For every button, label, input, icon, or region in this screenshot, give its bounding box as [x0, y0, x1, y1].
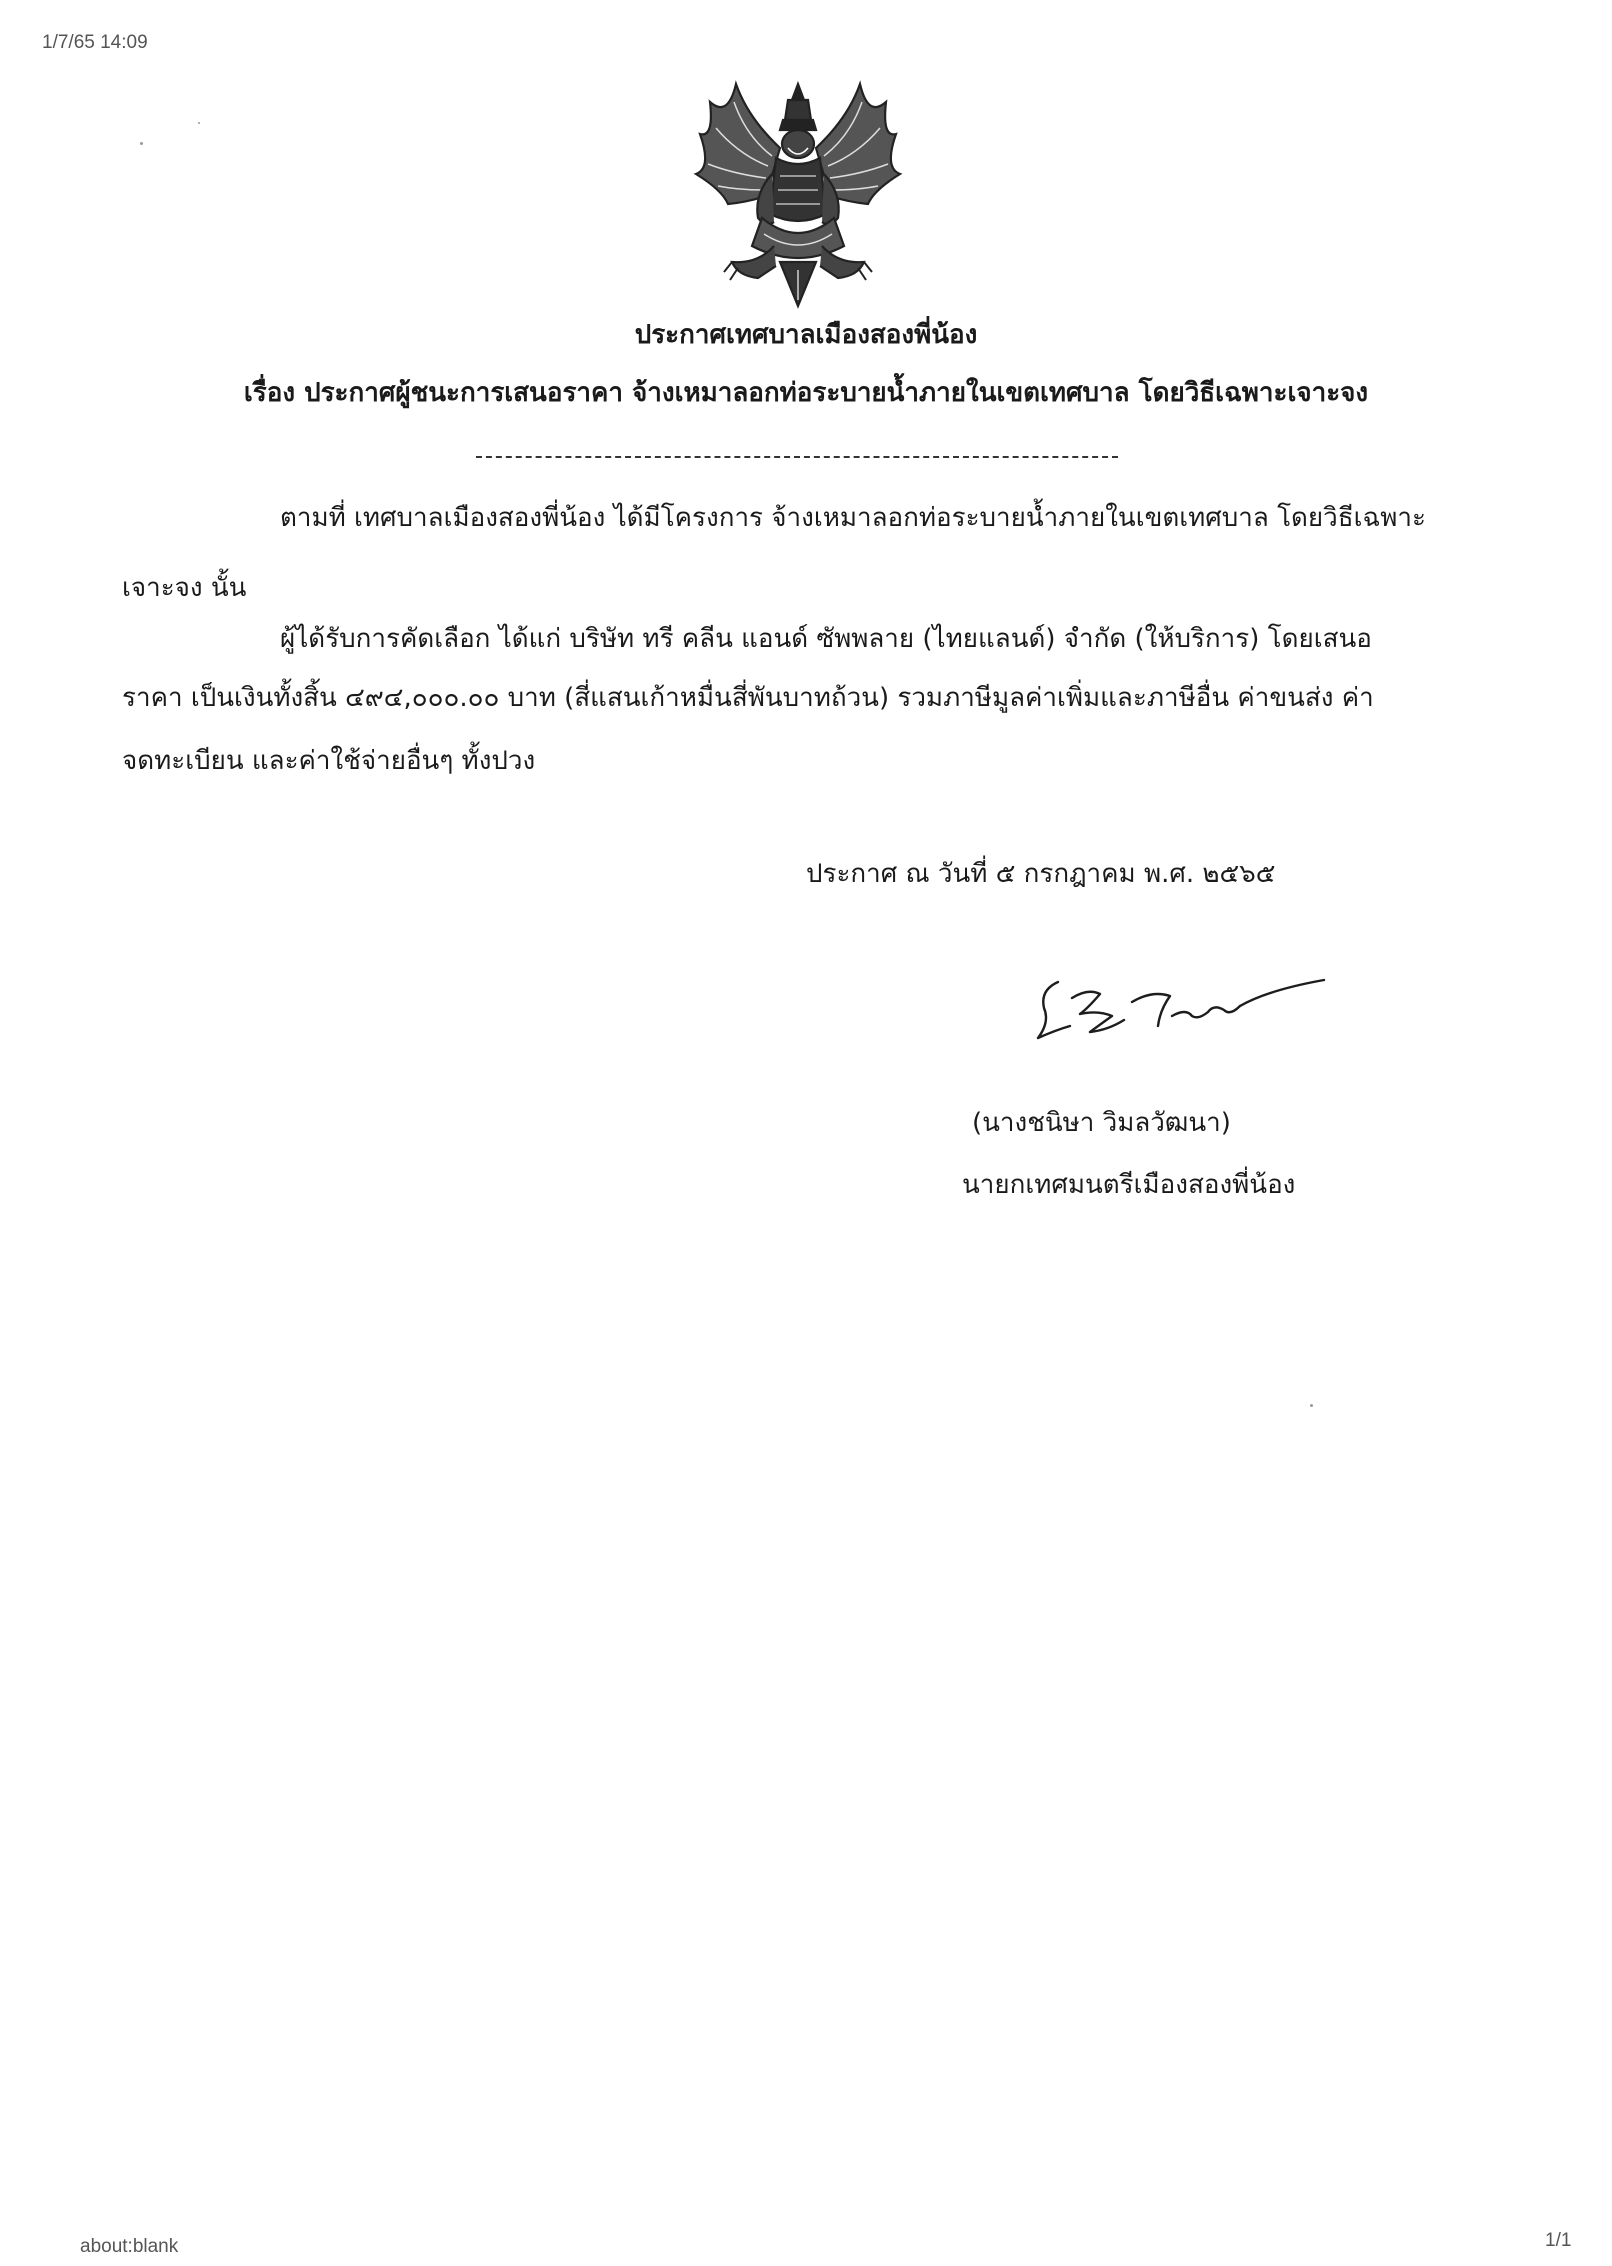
- title-separator: [476, 456, 1118, 458]
- handwritten-signature-icon: [1028, 960, 1328, 1050]
- paragraph-line: ราคา เป็นเงินทั้งสิ้น ๔๙๔,๐๐๐.๐๐ บาท (สี่แสนเก้าหมื่นสี่พันบาทถ้วน) รวมภาษีมูลค่าเพิ่มและภาษีอื่น ค่าขนส่ง ค่า: [122, 683, 1374, 713]
- paragraph-line: เจาะจง นั้น: [122, 573, 247, 603]
- paragraph-line: จดทะเบียน และค่าใช้จ่ายอื่นๆ ทั้งปวง: [122, 746, 536, 776]
- print-header-datetime: 1/7/65 14:09: [42, 32, 148, 53]
- print-footer-page: 1/1: [1545, 2230, 1572, 2251]
- scan-speck: [1310, 1404, 1313, 1407]
- scan-speck: [140, 142, 143, 145]
- scan-speck: [198, 122, 200, 124]
- print-footer-url: about:blank: [80, 2236, 179, 2257]
- announcement-date: ประกาศ ณ วันที่ ๕ กรกฎาคม พ.ศ. ๒๕๖๕: [806, 859, 1276, 889]
- paragraph-line: ตามที่ เทศบาลเมืองสองพี่น้อง ได้มีโครงการ จ้างเหมาลอกท่อระบายน้ำภายในเขตเทศบาล โดยวิธีเฉพาะ: [280, 503, 1426, 533]
- paragraph-line: ผู้ได้รับการคัดเลือก ได้แก่ บริษัท ทรี คลีน แอนด์ ซัพพลาย (ไทยแลนด์) จำกัด (ให้บริการ) โดยเสนอ: [280, 624, 1372, 654]
- signer-title: นายกเทศมนตรีเมืองสองพี่น้อง: [962, 1170, 1296, 1200]
- document-title: ประกาศเทศบาลเมืองสองพี่น้อง: [634, 320, 978, 350]
- garuda-emblem-icon: [688, 78, 908, 310]
- signer-name: (นางชนิษา วิมลวัฒนา): [972, 1108, 1231, 1138]
- document-subject: เรื่อง ประกาศผู้ชนะการเสนอราคา จ้างเหมาลอกท่อระบายน้ำภายในเขตเทศบาล โดยวิธีเฉพาะเจาะจง: [243, 378, 1369, 408]
